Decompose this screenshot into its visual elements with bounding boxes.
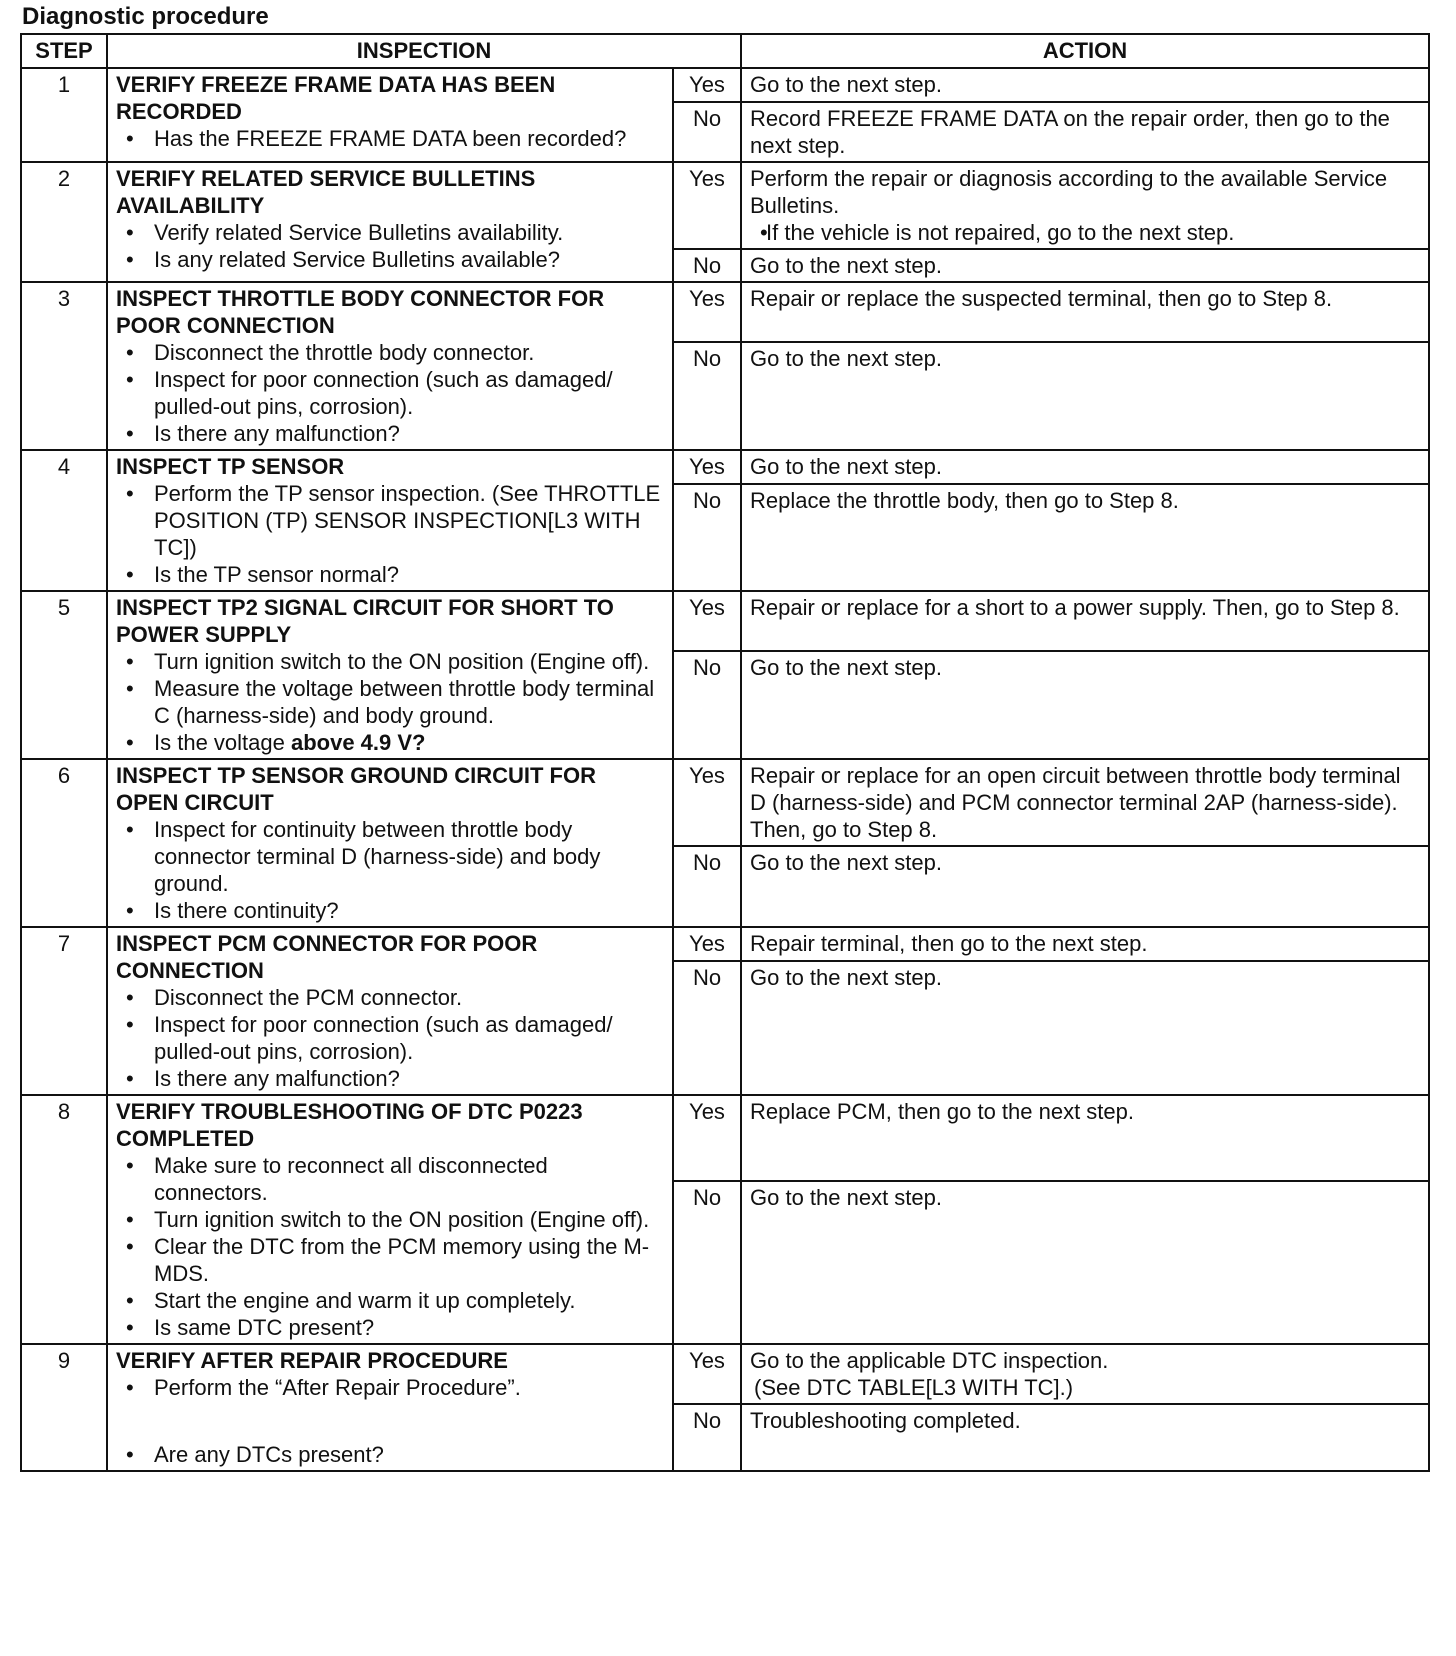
step-number: 1	[21, 68, 107, 162]
inspection-title: INSPECT PCM CONNECTOR FOR POOR CONNECTION	[116, 931, 538, 983]
inspection-bullet: • Make sure to reconnect all disconnected connectors.	[116, 1152, 664, 1206]
table-row	[21, 759, 1429, 846]
answer-no: No	[673, 484, 741, 591]
action-yes	[741, 1344, 1429, 1404]
inspection-bullet: • Disconnect the throttle body connector.	[116, 339, 664, 366]
diagnostic-procedure-table	[20, 33, 1430, 1472]
inspection-cell	[107, 1344, 673, 1471]
inspection-bullet: • Is same DTC present?	[116, 1314, 664, 1341]
action-bullet: • If the vehicle is not repaired, go to the next step.	[750, 219, 1420, 246]
inspection-bullets	[116, 1152, 664, 1341]
inspection-title: INSPECT TP SENSOR GROUND CIRCUIT FOR OPEN CIRCUIT	[116, 763, 596, 815]
table-row	[21, 927, 1429, 961]
answer-no: No	[673, 846, 741, 927]
inspection-bullet: • Measure the voltage between throttle body terminal C (harness-side) and body ground.	[116, 675, 664, 729]
answer-no: No	[673, 651, 741, 759]
table-row	[21, 68, 1429, 102]
table-row	[21, 282, 1429, 342]
answer-yes: Yes	[673, 282, 741, 342]
answer-no: No	[673, 342, 741, 450]
answer-yes: Yes	[673, 162, 741, 249]
action-yes: Go to the next step.	[741, 450, 1429, 484]
action-no: Go to the next step.	[741, 249, 1429, 282]
inspection-cell	[107, 450, 673, 591]
step-number: 4	[21, 450, 107, 591]
answer-no: No	[673, 102, 741, 162]
answer-yes: Yes	[673, 1095, 741, 1181]
inspection-title: VERIFY FREEZE FRAME DATA HAS BEEN RECORDED	[116, 72, 556, 124]
action-text: Perform the repair or diagnosis according to the available Service Bulletins.	[750, 166, 1388, 218]
action-yes	[741, 162, 1429, 249]
inspection-bullet: • Is there continuity?	[116, 897, 664, 924]
spacer	[116, 1401, 664, 1441]
step-number: 3	[21, 282, 107, 450]
action-no: Go to the next step.	[741, 342, 1429, 450]
inspection-bullet: • Turn ignition switch to the ON position (Engine off).	[116, 1206, 664, 1233]
inspection-bullet: • Is there any malfunction?	[116, 420, 664, 447]
page-title: Diagnostic procedure	[22, 3, 269, 30]
inspection-cell	[107, 927, 673, 1095]
inspection-bullet: • Turn ignition switch to the ON position (Engine off).	[116, 648, 664, 675]
inspection-bullet: • Is there any malfunction?	[116, 1065, 664, 1092]
action-text: Go to the applicable DTC inspection.	[750, 1348, 1109, 1373]
action-no: Troubleshooting completed.	[741, 1404, 1429, 1471]
inspection-cell	[107, 759, 673, 927]
inspection-cell	[107, 68, 673, 162]
bullet-bold-text: above 4.9 V?	[290, 730, 426, 755]
inspection-bullet: • Verify related Service Bulletins availability.	[116, 219, 664, 246]
step-number: 8	[21, 1095, 107, 1344]
inspection-title: VERIFY RELATED SERVICE BULLETINS AVAILABILITY	[116, 166, 536, 218]
action-yes: Repair or replace for a short to a power supply. Then, go to Step 8.	[741, 591, 1429, 651]
header-step: STEP	[21, 34, 107, 68]
inspection-cell	[107, 282, 673, 450]
inspection-bullets	[116, 648, 664, 756]
action-no: Go to the next step.	[741, 651, 1429, 759]
action-yes: Repair or replace the suspected terminal, then go to Step 8.	[741, 282, 1429, 342]
inspection-title: INSPECT THROTTLE BODY CONNECTOR FOR POOR CONNECTION	[116, 286, 605, 338]
inspection-title: INSPECT TP2 SIGNAL CIRCUIT FOR SHORT TO POWER SUPPLY	[116, 595, 614, 647]
inspection-bullets	[116, 339, 664, 447]
action-no: Record FREEZE FRAME DATA on the repair order, then go to the next step.	[741, 102, 1429, 162]
table-row	[21, 162, 1429, 249]
answer-yes: Yes	[673, 450, 741, 484]
inspection-bullet	[116, 729, 664, 756]
step-number: 5	[21, 591, 107, 759]
inspection-bullet: • Are any DTCs present?	[116, 1441, 664, 1468]
answer-no: No	[673, 249, 741, 282]
step-number: 9	[21, 1344, 107, 1471]
inspection-cell	[107, 162, 673, 282]
table-row	[21, 1095, 1429, 1181]
step-number: 7	[21, 927, 107, 1095]
inspection-bullet: • Perform the “After Repair Procedure”.	[116, 1374, 664, 1401]
action-bullets	[750, 219, 1420, 246]
inspection-bullets	[116, 125, 664, 152]
inspection-bullets	[116, 219, 664, 273]
inspection-title: VERIFY AFTER REPAIR PROCEDURE	[116, 1348, 508, 1373]
action-yes: Repair or replace for an open circuit between throttle body terminal D (harness-side) and PCM connector terminal 2AP (harness-side). Then, go to Step 8.	[741, 759, 1429, 846]
header-row	[21, 34, 1429, 68]
inspection-bullets	[116, 1441, 664, 1468]
action-yes: Go to the next step.	[741, 68, 1429, 102]
inspection-bullet: • Inspect for poor connection (such as damaged/ pulled-out pins, corrosion).	[116, 366, 664, 420]
inspection-bullet: • Perform the TP sensor inspection. (See THROTTLE POSITION (TP) SENSOR INSPECTION[L3 WITH TC])	[116, 480, 664, 561]
inspection-title: INSPECT TP SENSOR	[116, 454, 345, 479]
action-no: Go to the next step.	[741, 1181, 1429, 1344]
inspection-bullet: • Inspect for poor connection (such as damaged/ pulled-out pins, corrosion).	[116, 1011, 664, 1065]
answer-yes: Yes	[673, 927, 741, 961]
answer-no: No	[673, 961, 741, 1095]
action-yes: Replace PCM, then go to the next step.	[741, 1095, 1429, 1181]
inspection-title: VERIFY TROUBLESHOOTING OF DTC P0223 COMPLETED	[116, 1099, 583, 1151]
inspection-bullets	[116, 984, 664, 1092]
inspection-bullet: • Clear the DTC from the PCM memory using the M-MDS.	[116, 1233, 664, 1287]
header-action: ACTION	[741, 34, 1429, 68]
action-yes: Repair terminal, then go to the next step.	[741, 927, 1429, 961]
answer-yes: Yes	[673, 759, 741, 846]
answer-no: No	[673, 1181, 741, 1344]
answer-yes: Yes	[673, 1344, 741, 1404]
inspection-bullet: • Start the engine and warm it up completely.	[116, 1287, 664, 1314]
inspection-bullets	[116, 1374, 664, 1401]
action-no: Go to the next step.	[741, 846, 1429, 927]
inspection-bullet: • Has the FREEZE FRAME DATA been recorded?	[116, 125, 664, 152]
inspection-cell	[107, 591, 673, 759]
inspection-bullet: • Is any related Service Bulletins available?	[116, 246, 664, 273]
inspection-bullet: • Inspect for continuity between throttle body connector terminal D (harness-side) and body ground.	[116, 816, 664, 897]
table-row	[21, 591, 1429, 651]
action-no: Go to the next step.	[741, 961, 1429, 1095]
table-row	[21, 450, 1429, 484]
table-row	[21, 1344, 1429, 1404]
step-number: 2	[21, 162, 107, 282]
inspection-bullet: • Is the TP sensor normal?	[116, 561, 664, 588]
answer-yes: Yes	[673, 68, 741, 102]
header-inspection: INSPECTION	[107, 34, 741, 68]
answer-no: No	[673, 1404, 741, 1471]
inspection-cell	[107, 1095, 673, 1344]
inspection-bullet: • Disconnect the PCM connector.	[116, 984, 664, 1011]
answer-yes: Yes	[673, 591, 741, 651]
inspection-bullets	[116, 480, 664, 588]
step-number: 6	[21, 759, 107, 927]
inspection-bullets	[116, 816, 664, 924]
action-no: Replace the throttle body, then go to Step 8.	[741, 484, 1429, 591]
bullet-text: Is the voltage	[154, 730, 291, 755]
action-text: (See DTC TABLE[L3 WITH TC].)	[754, 1375, 1074, 1400]
